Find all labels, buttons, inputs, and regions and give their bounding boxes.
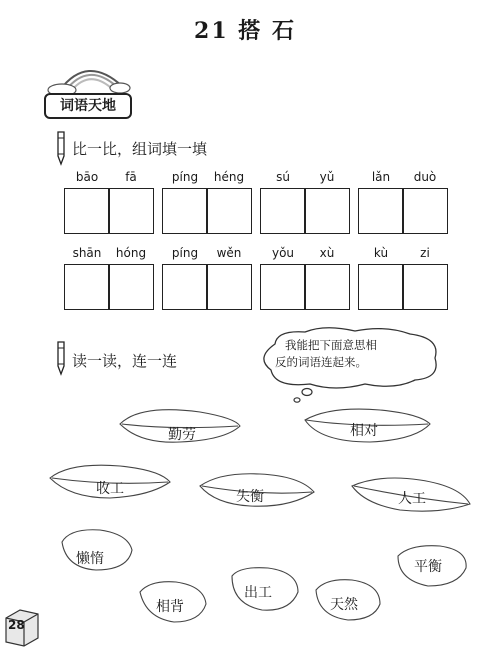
page-number: 28: [8, 618, 25, 632]
pinyin-label: wěn: [216, 246, 242, 260]
leaf-word[interactable]: 失衡: [236, 489, 264, 505]
char-box-pair[interactable]: [358, 264, 448, 310]
pinyin-label: bāo: [75, 170, 99, 184]
bubble-line: 我能把下面意思相: [285, 338, 377, 352]
leaf-word[interactable]: 人工: [398, 491, 426, 507]
char-box-pair[interactable]: [162, 264, 252, 310]
leaf-word[interactable]: 天然: [330, 597, 358, 613]
pinyin-label: sú: [276, 170, 290, 184]
leaves-layer: [0, 400, 490, 656]
pencil-icon: [52, 340, 70, 376]
pinyin-label: kù: [373, 246, 389, 260]
pinyin-label: yǒu: [271, 246, 295, 260]
leaf-word[interactable]: 相对: [350, 423, 378, 439]
pinyin-label: fā: [125, 170, 137, 184]
leaf-word[interactable]: 出工: [244, 585, 272, 601]
pinyin-label: píng: [171, 170, 199, 184]
pinyin-label: duò: [413, 170, 437, 184]
pencil-icon: [52, 130, 70, 166]
leaf-word[interactable]: 懒惰: [76, 551, 104, 567]
leaf-word[interactable]: 平衡: [414, 559, 442, 575]
char-box-pair[interactable]: [64, 264, 154, 310]
pinyin-label: píng: [171, 246, 199, 260]
task-instruction-match: 读一读，连一连: [72, 352, 178, 370]
task-instruction-fill: 比一比，组词填一填: [72, 140, 208, 158]
pinyin-label: hóng: [115, 246, 147, 260]
char-box-pair[interactable]: [358, 188, 448, 234]
pinyin-label: lǎn: [371, 170, 391, 184]
section-badge: 词语天地: [44, 93, 132, 119]
char-box-pair[interactable]: [162, 188, 252, 234]
leaf-word[interactable]: 收工: [96, 481, 124, 497]
leaf-word[interactable]: 相背: [156, 599, 184, 615]
bubble-line: 反的词语连起来。: [275, 355, 367, 369]
leaf-word[interactable]: 勤劳: [168, 427, 196, 443]
pinyin-label: shān: [72, 246, 102, 260]
char-box-pair[interactable]: [260, 264, 350, 310]
page-title: 21 搭 石: [194, 18, 296, 44]
pinyin-label: zi: [420, 246, 430, 260]
pinyin-label: yǔ: [319, 170, 335, 184]
rainbow-icon: [42, 56, 132, 96]
pinyin-label: xù: [319, 246, 335, 260]
char-box-pair[interactable]: [64, 188, 154, 234]
char-box-pair[interactable]: [260, 188, 350, 234]
pinyin-label: héng: [213, 170, 245, 184]
